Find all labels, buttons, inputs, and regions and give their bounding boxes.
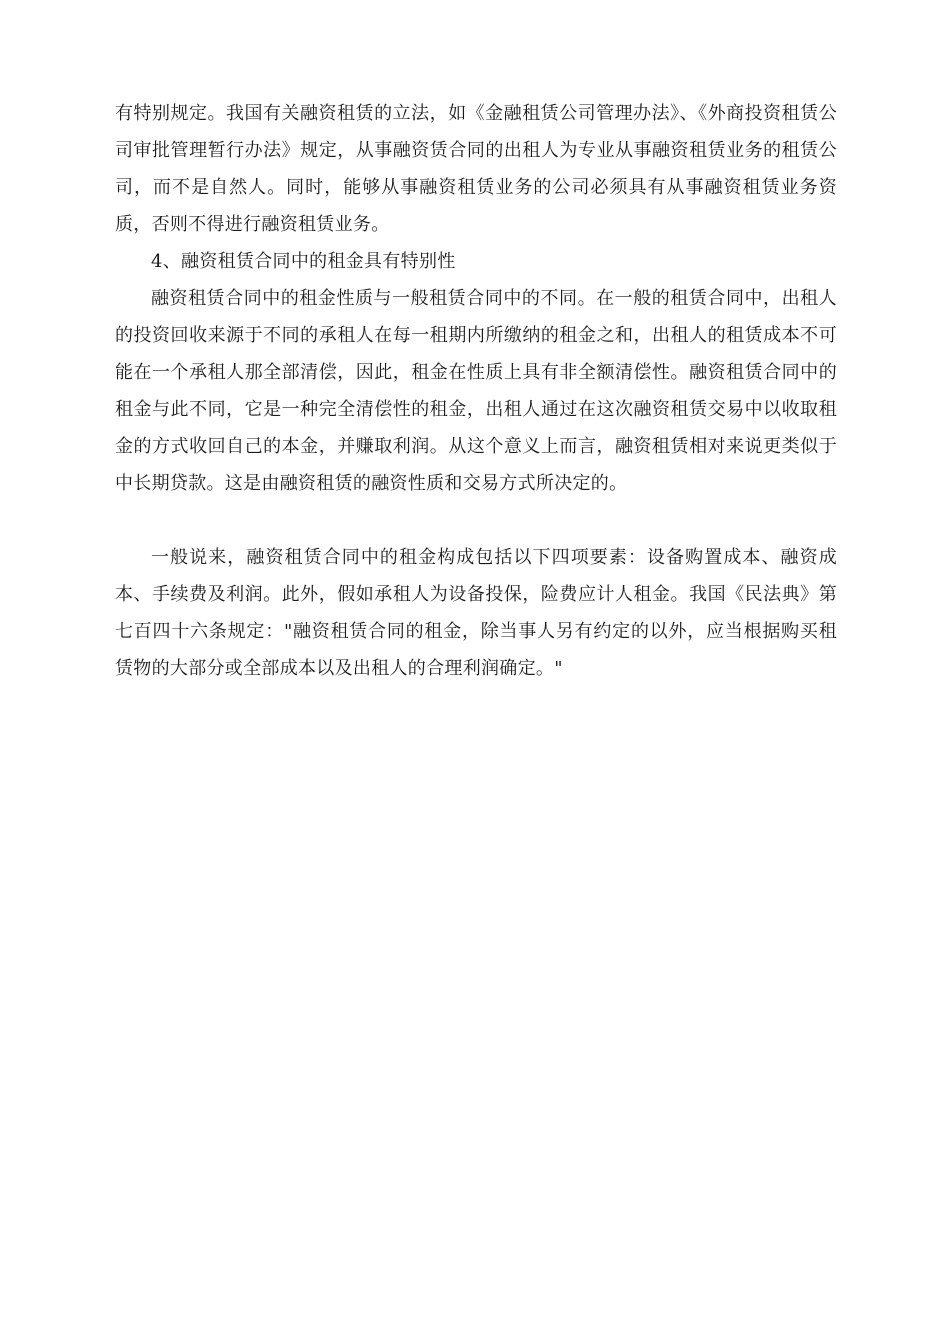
paragraph-rent-composition: 一般说来，融资租赁合同中的租金构成包括以下四项要素：设备购置成本、融资成本、手续费及利润。此外，假如承租人为设备投保，险费应计人租金。我国《民法典》第七百四十六条规定："融资租赁合同的租金，除当事人另有约定的以外，应当根据购买租赁物的大部分或全部成本以及出租人的合理利润确定。" — [115, 547, 837, 679]
paragraph-rent-nature: 融资租赁合同中的租金性质与一般租赁合同中的不同。在一般的租赁合同中，出租人的投资回收来源于不同的承租人在每一租期内所缴纳的租金之和，出租人的租赁成本不可能在一个承租人那全部清偿，因此，租金在性质上具有非全额清偿性。融资租赁合同中的租金与此不同，它是一种完全清偿性的租金，出租人通过在这次融资租赁交易中以收取租金的方式收回自己的本金，并赚取利润。从这个意义上而言，融资租赁相对来说更类似于中长期贷款。这是由融资租赁的融资性质和交易方式所决定的。 — [115, 288, 837, 494]
section-heading-rent-particularity: 4、融资租赁合同中的租金具有特别性 — [151, 251, 456, 272]
paragraph-spacer — [115, 502, 837, 539]
paragraph-lessor-qualification: 有特别规定。我国有关融资租赁的立法，如《金融租赁公司管理办法》、《外商投资租赁公司审批管理暂行办法》规定，从事融资赁合同的出租人为专业从事融资租赁业务的租赁公司，而不是自然人。同时，能够从事融资租赁业务的公司必须具有从事融资租赁业务资质，否则不得进行融资租赁业务。 — [115, 103, 837, 235]
document-body — [115, 95, 837, 687]
